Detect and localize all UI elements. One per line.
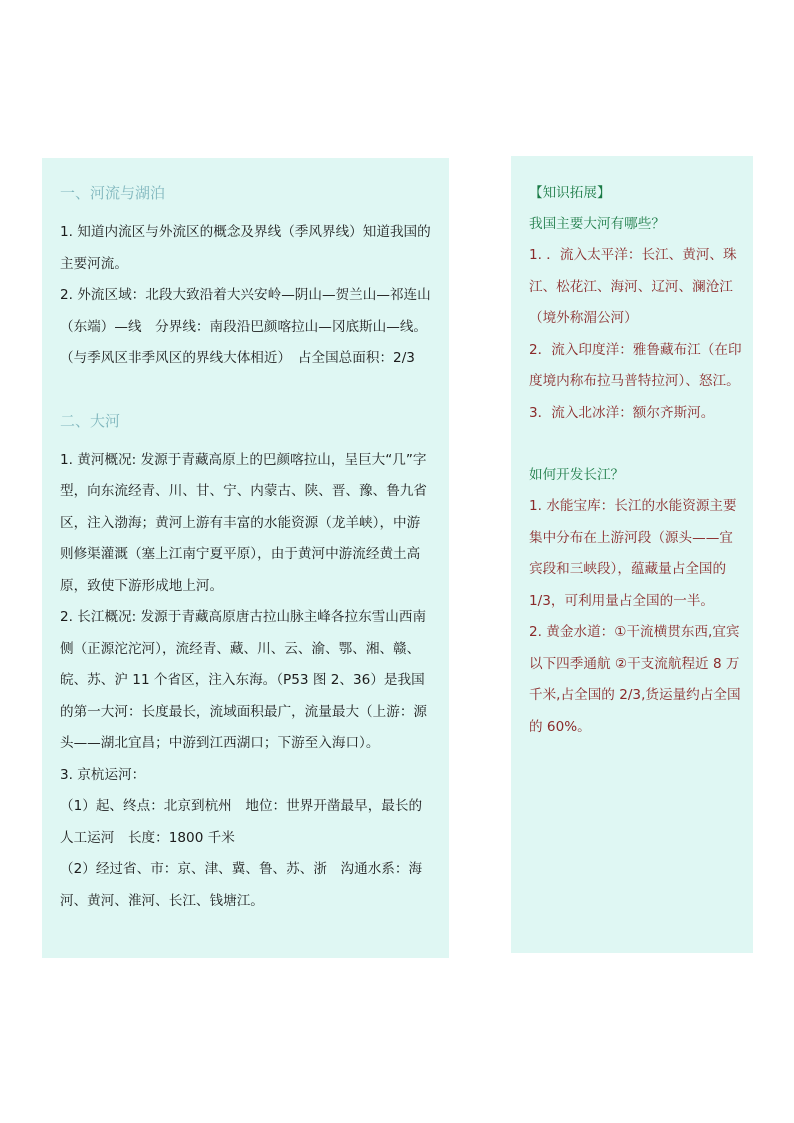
- paragraph-outer-flow-region: 2. 外流区域：北段大致沿着大兴安岭—阴山—贺兰山—祁连山（东端）—线 分界线：南段沿巴颜喀拉山—冈底斯山—线。（与季风区非季风区的界线大体相近） 占全国总面积：2/3: [60, 287, 431, 366]
- left-panel: [42, 158, 449, 958]
- section-title-big-rivers: 二、大河: [60, 411, 121, 430]
- paragraph-grand-canal-heading: 3. 京杭运河：: [60, 766, 146, 783]
- right-panel: [511, 156, 753, 953]
- question-develop-yangtze: 如何开发长江？: [529, 467, 625, 483]
- paragraph-grand-canal-endpoints: （1）起、终点：北京到杭州 地位：世界开凿最早，最长的人工运河 长度：1800 千米: [60, 798, 423, 846]
- list-item: 2．流入印度洋：雅鲁藏布江（在印度境内称布拉马普特拉河）、怒江。: [529, 341, 742, 389]
- paragraph-yangtze-river: 2. 长江概况: 发源于青藏高原唐古拉山脉主峰各拉东雪山西南侧（正源沱沱河），流经青、藏、川、云、渝、鄂、湘、赣、皖、苏、沪 11 个省区，注入东海。（P53 图 2、36）是我国的第一大河：长度最长，流域面积最广，流量最大（上游：源头——湖北宜昌；中游到江西湖口；下游至入海口）。: [60, 609, 428, 751]
- list-item: 3．流入北冰洋：额尔齐斯河。: [529, 404, 715, 421]
- spacer: [529, 429, 743, 460]
- list-item: 1. 水能宝库：长江的水能资源主要集中分布在上游河段（源头——宜宾段和三峡段），蕴藏量占全国的 1/3，可利用量占全国的一半。: [529, 498, 737, 609]
- list-item: 1. ．流入太平洋：长江、黄河、珠江、松花江、海河、辽河、澜沧江（境外称湄公河）: [529, 247, 737, 326]
- spacer: [60, 375, 431, 406]
- knowledge-extension-heading: 【知识拓展】: [529, 185, 611, 201]
- paragraph-yellow-river: 1. 黄河概况: 发源于青藏高原上的巴颜喀拉山，呈巨大“几”字型，向东流经青、川、甘、宁、内蒙古、陕、晋、豫、鲁九省区，注入渤海；黄河上游有丰富的水能资源（龙羊峡），中游则修渠灌溉（塞上江南宁夏平原），由于黄河中游流经黄土高原，致使下游形成地上河。: [60, 451, 428, 594]
- paragraph-grand-canal-provinces: （2）经过省、市：京、津、冀、鲁、苏、浙 沟通水系：海河、黄河、淮河、长江、钱塘江。: [60, 861, 423, 909]
- list-item: 2. 黄金水道：①干流横贯东西,宜宾以下四季通航 ②干支流航程近 8 万千米,占全国的 2/3,货运量约占全国的 60%。: [529, 624, 741, 735]
- section-title-rivers-lakes: 一、河流与湖泊: [60, 184, 166, 202]
- question-main-rivers: 我国主要大河有哪些？: [529, 216, 665, 232]
- paragraph-inner-outer-flow: 1. 知道内流区与外流区的概念及界线（季风界线）知道我国的主要河流。: [60, 224, 431, 272]
